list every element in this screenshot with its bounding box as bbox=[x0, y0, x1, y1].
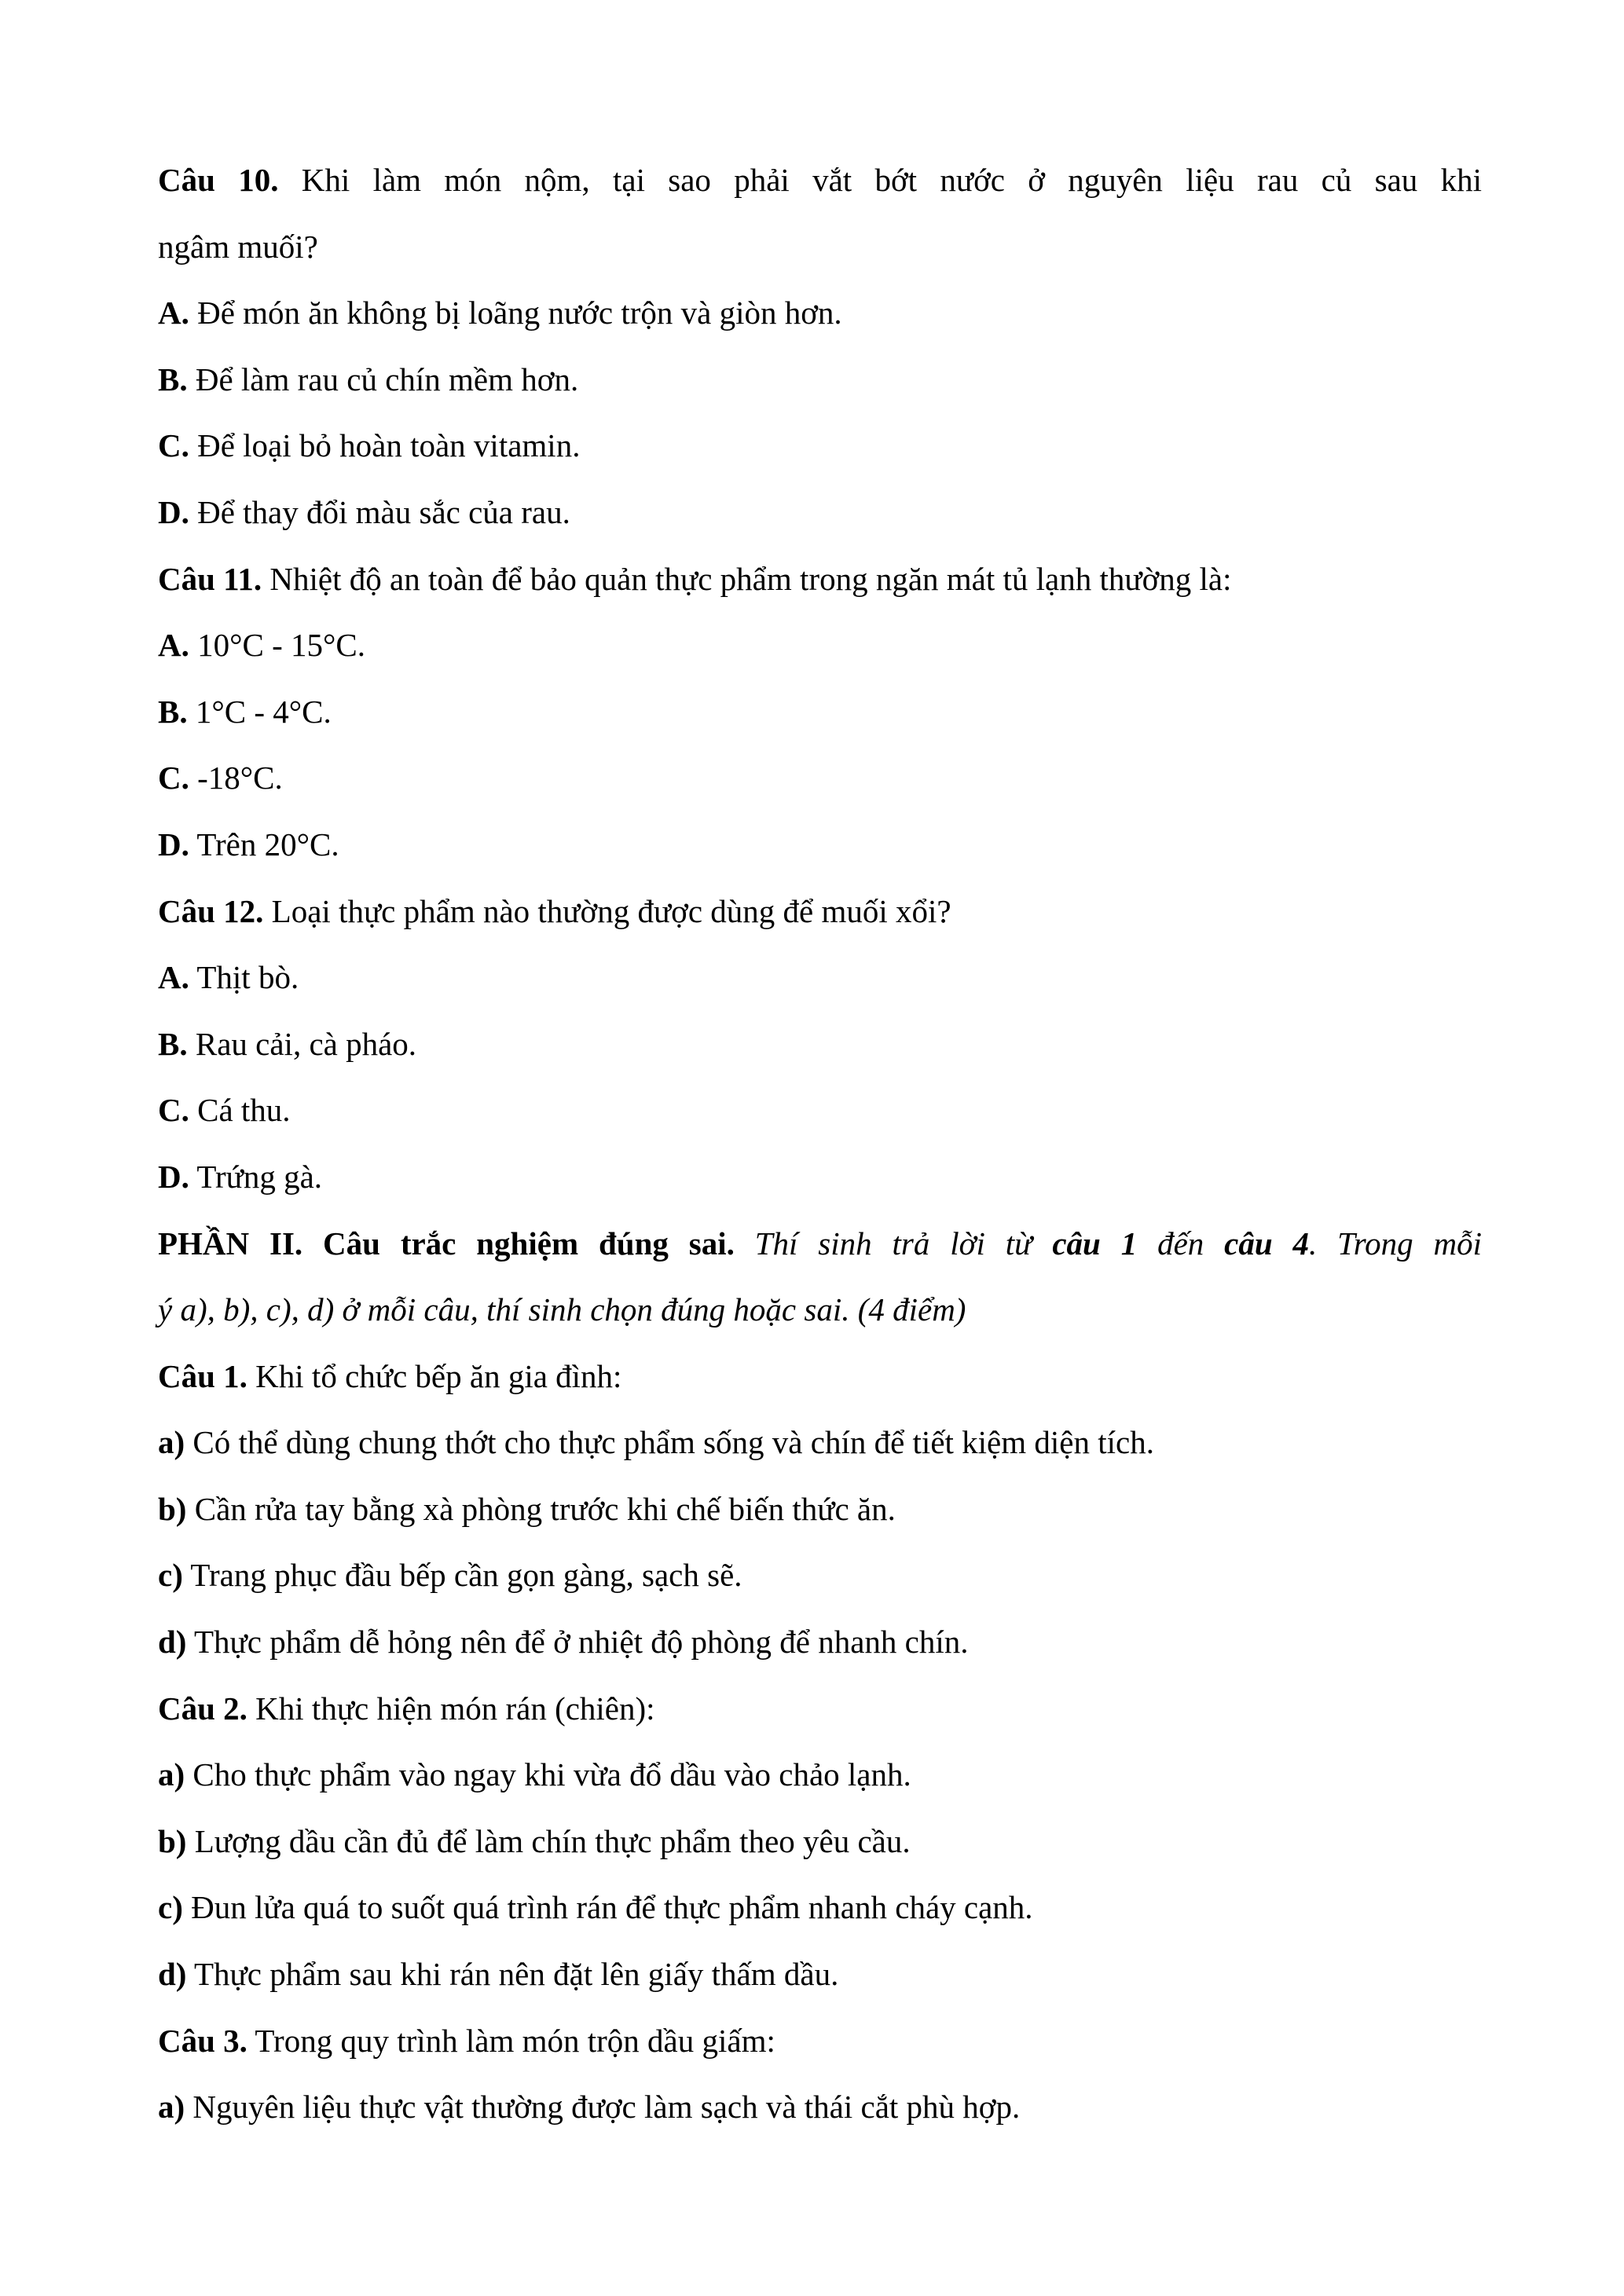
statement-label: d) bbox=[158, 1956, 187, 1993]
option-label: C. bbox=[158, 760, 189, 796]
part-2-instruction-cont bbox=[158, 1276, 1482, 1343]
option-text: Để loại bỏ hoàn toàn vitamin. bbox=[189, 427, 581, 464]
option-b bbox=[158, 346, 1482, 413]
instruction-text: ý a), b), c), d) ở mỗi câu, thí sinh chọn đúng hoặc sai. (4 điểm) bbox=[158, 1291, 966, 1328]
instruction-emphasis: câu 1 bbox=[1052, 1225, 1138, 1262]
option-a bbox=[158, 612, 1482, 679]
statement-label: d) bbox=[158, 1624, 187, 1661]
option-label: D. bbox=[158, 826, 189, 862]
statement-label: a) bbox=[158, 1424, 185, 1461]
statement-text: Thực phẩm sau khi rán nên đặt lên giấy thấm dầu. bbox=[186, 1956, 839, 1993]
statement-text: Nguyên liệu thực vật thường được làm sạch và thái cắt phù hợp. bbox=[185, 2089, 1021, 2126]
statement-d bbox=[158, 1609, 1482, 1675]
statement-b bbox=[158, 1808, 1482, 1875]
question-label: Câu 11. bbox=[158, 560, 262, 597]
question-text: Khi tổ chức bếp ăn gia đình: bbox=[247, 1357, 622, 1394]
instruction-text: . Trong mỗi bbox=[1309, 1225, 1483, 1262]
option-label: C. bbox=[158, 1092, 189, 1129]
statement-text: Lượng dầu cần đủ để làm chín thực phẩm theo yêu cầu. bbox=[186, 1822, 911, 1859]
option-text: Rau cải, cà pháo. bbox=[187, 1025, 417, 1062]
question-10-stem-cont: ngâm muối? bbox=[158, 228, 318, 265]
statement-text: Cần rửa tay bằng xà phòng trước khi chế biến thức ăn. bbox=[186, 1490, 896, 1527]
statement-c bbox=[158, 1542, 1482, 1609]
statement-label: a) bbox=[158, 2089, 185, 2126]
option-c bbox=[158, 745, 1482, 811]
option-d bbox=[158, 1144, 1482, 1210]
question-text: Loại thực phẩm nào thường được dùng để muối xổi? bbox=[263, 892, 951, 929]
statement-label: b) bbox=[158, 1490, 187, 1527]
statement-text: Có thể dùng chung thớt cho thực phẩm sống và chín để tiết kiệm diện tích. bbox=[185, 1424, 1154, 1461]
part-2-heading bbox=[158, 1210, 1482, 1277]
question-text: Trong quy trình làm món trộn dầu giấm: bbox=[247, 2022, 775, 2059]
instruction-text: Thí sinh trả lời từ bbox=[734, 1225, 1053, 1262]
question-label: Câu 12. bbox=[158, 892, 264, 929]
section-title: PHẦN II. Câu trắc nghiệm đúng sai. bbox=[158, 1225, 735, 1262]
option-label: B. bbox=[158, 361, 188, 397]
option-label: A. bbox=[158, 295, 189, 331]
option-label: B. bbox=[158, 1025, 188, 1062]
option-a bbox=[158, 944, 1482, 1011]
option-text: 10°C - 15°C. bbox=[189, 627, 365, 664]
option-text: Trên 20°C. bbox=[189, 826, 339, 862]
option-label: C. bbox=[158, 427, 189, 464]
statement-a bbox=[158, 1409, 1482, 1476]
statement-label: b) bbox=[158, 1822, 187, 1859]
question-12-stem bbox=[158, 878, 1482, 945]
tf-question-2-stem bbox=[158, 1675, 1482, 1742]
question-text: Khi thực hiện món rán (chiên): bbox=[247, 1690, 655, 1727]
option-label: B. bbox=[158, 693, 188, 730]
question-text: Khi làm món nộm, tại sao phải vắt bớt nước ở nguyên liệu rau củ sau khi bbox=[278, 162, 1482, 198]
question-label: Câu 3. bbox=[158, 2022, 247, 2059]
option-text: Để thay đổi màu sắc của rau. bbox=[189, 493, 570, 530]
option-b bbox=[158, 1011, 1482, 1078]
option-label: D. bbox=[158, 493, 189, 530]
question-label: Câu 10. bbox=[158, 162, 279, 198]
option-text: Để món ăn không bị loãng nước trộn và giòn hơn. bbox=[189, 295, 842, 331]
option-text: Cá thu. bbox=[189, 1092, 291, 1129]
statement-d bbox=[158, 1941, 1482, 2008]
option-label: D. bbox=[158, 1158, 189, 1195]
statement-a bbox=[158, 2074, 1482, 2140]
statement-a bbox=[158, 1741, 1482, 1808]
option-a bbox=[158, 280, 1482, 346]
option-text: Để làm rau củ chín mềm hơn. bbox=[187, 361, 579, 397]
option-d bbox=[158, 811, 1482, 878]
tf-question-3-stem bbox=[158, 2008, 1482, 2074]
statement-text: Trang phục đầu bếp cần gọn gàng, sạch sẽ. bbox=[182, 1557, 742, 1594]
option-text: Trứng gà. bbox=[189, 1158, 323, 1195]
question-label: Câu 1. bbox=[158, 1357, 247, 1394]
instruction-emphasis: câu 4 bbox=[1224, 1225, 1310, 1262]
instruction-text: đến bbox=[1137, 1225, 1225, 1262]
statement-label: c) bbox=[158, 1889, 183, 1926]
statement-c bbox=[158, 1874, 1482, 1941]
option-b bbox=[158, 679, 1482, 745]
question-11-stem bbox=[158, 546, 1482, 613]
statement-label: a) bbox=[158, 1756, 185, 1793]
option-d bbox=[158, 479, 1482, 546]
option-label: A. bbox=[158, 959, 189, 996]
statement-text: Đun lửa quá to suốt quá trình rán để thực phẩm nhanh cháy cạnh. bbox=[182, 1889, 1033, 1926]
document-page bbox=[158, 147, 1482, 2140]
option-label: A. bbox=[158, 627, 189, 664]
statement-label: c) bbox=[158, 1557, 183, 1594]
tf-question-1-stem bbox=[158, 1343, 1482, 1410]
question-10-stem bbox=[158, 147, 1482, 214]
option-text: Thịt bò. bbox=[189, 959, 299, 996]
statement-text: Thực phẩm dễ hỏng nên để ở nhiệt độ phòng để nhanh chín. bbox=[186, 1624, 969, 1661]
option-text: -18°C. bbox=[189, 760, 283, 796]
question-label: Câu 2. bbox=[158, 1690, 247, 1727]
option-text: 1°C - 4°C. bbox=[187, 693, 332, 730]
statement-b bbox=[158, 1476, 1482, 1543]
option-c bbox=[158, 1077, 1482, 1144]
question-text: Nhiệt độ an toàn để bảo quản thực phẩm trong ngăn mát tủ lạnh thường là: bbox=[262, 560, 1232, 597]
statement-text: Cho thực phẩm vào ngay khi vừa đổ dầu vào chảo lạnh. bbox=[185, 1756, 911, 1793]
option-c bbox=[158, 412, 1482, 479]
